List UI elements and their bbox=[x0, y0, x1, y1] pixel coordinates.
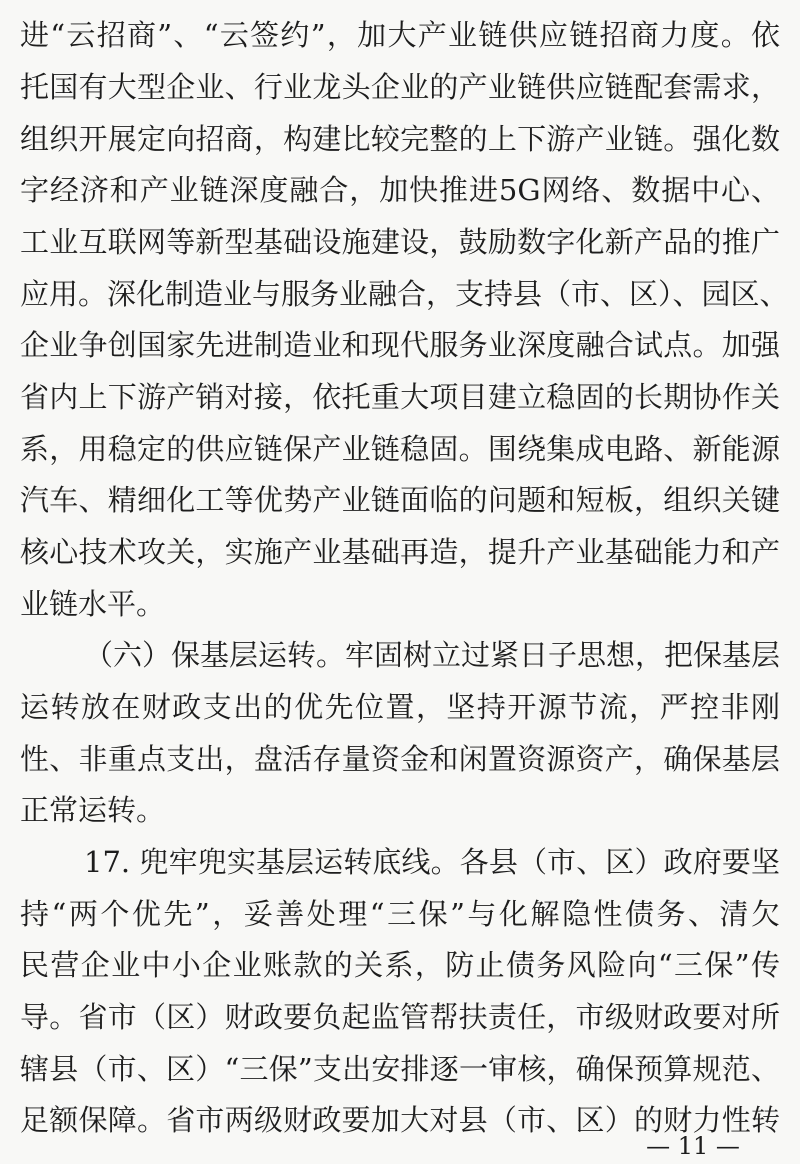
paragraph-line: 核心技术攻关，实施产业基础再造，提升产业基础能力和产 bbox=[20, 535, 780, 569]
paragraph-line: 正常运转。 bbox=[20, 793, 166, 827]
section-heading-line: （六）保基层运转。牢固树立过紧日子思想，把保基层 bbox=[84, 638, 781, 672]
paragraph-line: 工业互联网等新型基础设施建设，鼓励数字化新产品的推广 bbox=[20, 225, 780, 259]
paragraph-line: 应用。深化制造业与服务业融合，支持县（市、区）、园区、 bbox=[20, 277, 789, 311]
paragraph-line: 系，用稳定的供应链保产业链稳固。围绕集成电路、新能源 bbox=[20, 432, 780, 466]
paragraph-line: 进“云招商”、“云签约”，加大产业链供应链招商力度。依 bbox=[20, 18, 780, 52]
paragraph-line: 民营企业中小企业账款的关系，防止债务风险向“三保”传 bbox=[20, 948, 780, 982]
paragraph-line: 省内上下游产销对接，依托重大项目建立稳固的长期协作关 bbox=[20, 380, 780, 414]
paragraph-line: 辖县（市、区）“三保”支出安排逐一审核，确保预算规范、 bbox=[20, 1052, 780, 1086]
paragraph-line: 运转放在财政支出的优先位置，坚持开源节流，严控非刚 bbox=[20, 690, 780, 724]
page-number: — 11 — bbox=[646, 1132, 740, 1160]
paragraph-line: 企业争创国家先进制造业和现代服务业深度融合试点。加强 bbox=[20, 328, 780, 362]
paragraph-line: 汽车、精细化工等优势产业链面临的问题和短板，组织关键 bbox=[20, 483, 780, 517]
paragraph-line: 导。省市（区）财政要负起监管帮扶责任，市级财政要对所 bbox=[20, 1000, 780, 1034]
paragraph-line: 足额保障。省市两级财政要加大对县（市、区）的财力性转 bbox=[20, 1103, 780, 1137]
numbered-item-line: 17. 兜牢兜实基层运转底线。各县（市、区）政府要坚 bbox=[84, 845, 780, 879]
paragraph-line: 性、非重点支出，盘活存量资金和闲置资源资产，确保基层 bbox=[20, 742, 780, 776]
paragraph-line: 持“两个优先”，妥善处理“三保”与化解隐性债务、清欠 bbox=[20, 897, 780, 931]
paragraph-line: 业链水平。 bbox=[20, 587, 166, 621]
paragraph-line: 字经济和产业链深度融合，加快推进5G网络、数据中心、 bbox=[20, 173, 780, 207]
paragraph-line: 托国有大型企业、行业龙头企业的产业链供应链配套需求， bbox=[20, 70, 780, 104]
paragraph-line: 组织开展定向招商，构建比较完整的上下游产业链。强化数 bbox=[20, 122, 780, 156]
